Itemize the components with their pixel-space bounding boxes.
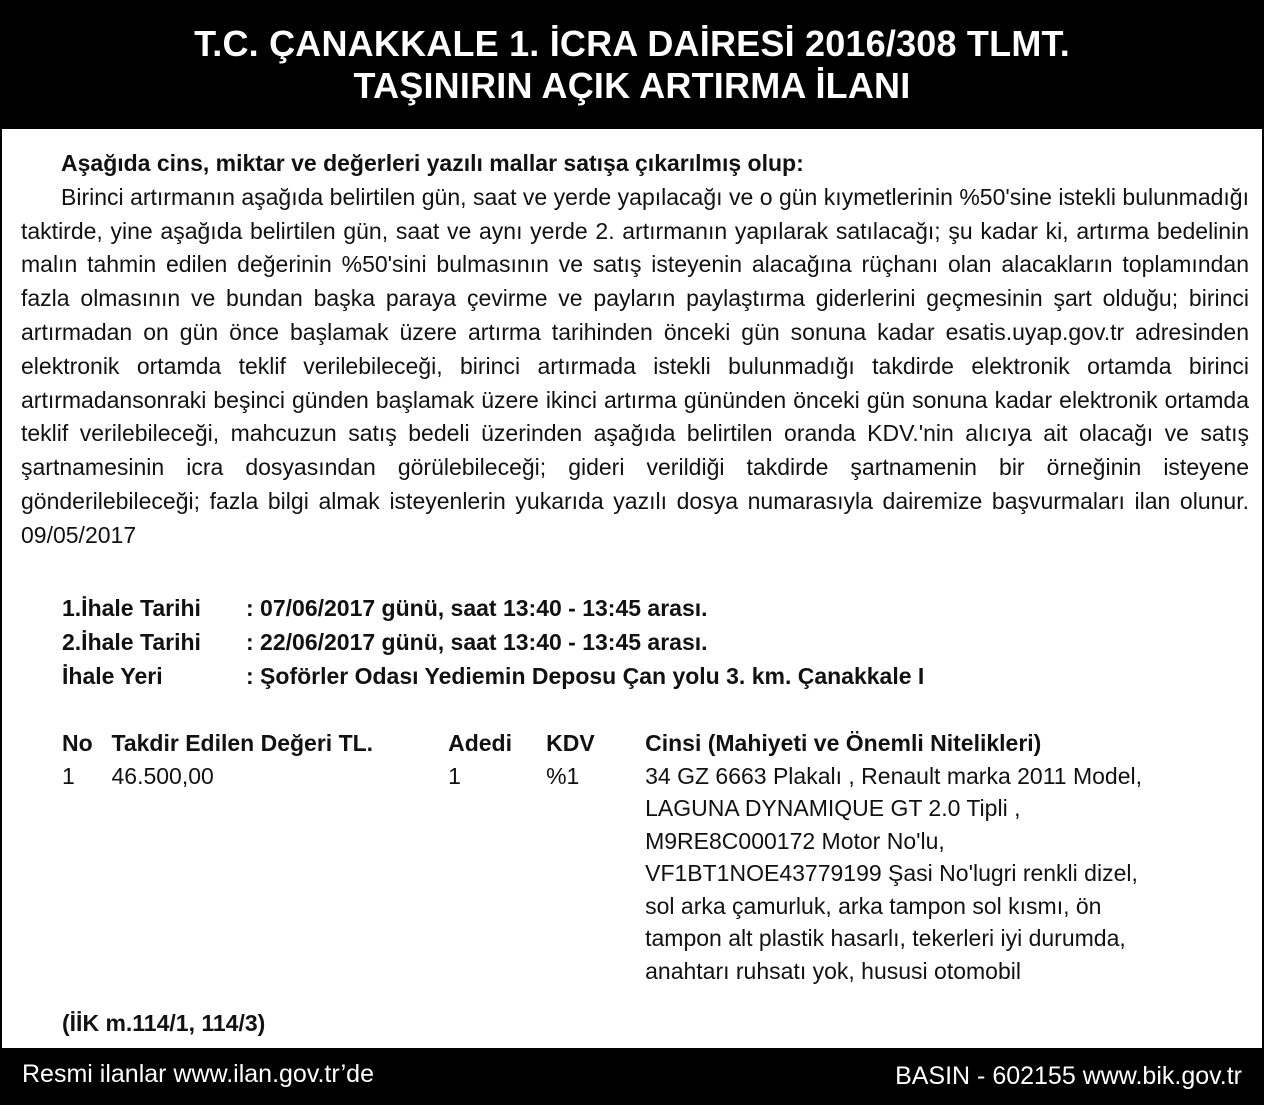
- desc-line: anahtarı ruhsatı yok, hususi otomobil: [645, 957, 1021, 984]
- cell-desc: [645, 760, 1249, 988]
- header-desc: Cinsi (Mahiyeti ve Önemli Nitelikleri): [645, 729, 1042, 756]
- auction-date-row: [62, 591, 1249, 625]
- cell-value: 46.500,00: [111, 762, 214, 789]
- header-title-line2: TAŞINIRIN AÇIK ARTIRMA İLANI: [353, 65, 911, 106]
- header-banner: [2, 2, 1262, 129]
- legal-reference: (İİK m.114/1, 114/3): [62, 1010, 266, 1036]
- cell-no: 1: [62, 762, 75, 789]
- date-label: 2.İhale Tarihi: [62, 628, 201, 655]
- cell-qty: 1: [448, 762, 461, 789]
- auction-place-row: [62, 659, 1249, 693]
- date-value: : 07/06/2017 günü, saat 13:40 - 13:45 arası.: [246, 594, 708, 621]
- place-label: İhale Yeri: [62, 662, 163, 689]
- desc-line: tampon alt plastik hasarlı, tekerleri iyi durumda,: [645, 925, 1126, 952]
- desc-line: 34 GZ 6663 Plakalı , Renault marka 2011 Model,: [645, 762, 1143, 789]
- auction-date-row: [62, 625, 1249, 659]
- header-no: No: [62, 729, 93, 756]
- header-kdv: KDV: [546, 729, 595, 756]
- announcement-content: [21, 147, 1249, 987]
- footer-bar: [2, 1048, 1262, 1103]
- place-value: : Şoförler Odası Yediemin Deposu Çan yolu 3. km. Çanakkale I: [246, 662, 925, 689]
- date-value: : 22/06/2017 günü, saat 13:40 - 13:45 arası.: [246, 628, 708, 655]
- footer-right-text: BASIN - 602155 www.bik.gov.tr: [895, 1062, 1242, 1090]
- desc-line: LAGUNA DYNAMIQUE GT 2.0 Tipli ,: [645, 795, 1021, 822]
- intro-paragraph: Aşağıda cins, miktar ve değerleri yazılı mallar satışa çıkarılmış olup:: [61, 150, 804, 176]
- desc-line: VF1BT1NOE43779199 Şasi No'lugri renkli dizel,: [645, 860, 1138, 887]
- header-qty: Adedi: [448, 729, 512, 756]
- cell-kdv: %1: [546, 762, 580, 789]
- auction-dates: [21, 591, 1249, 693]
- header-value: Takdir Edilen Değeri TL.: [111, 729, 374, 756]
- body-paragraph: Birinci artırmanın aşağıda belirtilen gün, saat ve yerde yapılacağı ve o gün kıymetlerinin %50'sine istekli bulunmadığı taktirde, yine aşağıda belirtilen gün, saat ve aynı yerde 2. artırmanın yapılarak satılacağı; şu kadar ki, artırma bedelinin malın tahmin edilen değerinin %50'sini bulmasının ve satış isteyenin alacağına rüçhanı olan alacakların toplamından fazla olmasının ve bundan başka paraya çevirme ve payların paylaştırma giderlerini geçmesinin şart olduğu; birinci artırmadan on gün önce başlamak üzere artırma tarihinden önceki gün sonuna kadar esatis.uyap.gov.tr adresinden elektronik ortamda teklif verilebileceği, birinci artırmada istekli bulunmadığı takdirde elektronik ortamda birinci artırmadansonraki beşinci günden başlamak üzere ikinci artırma gününden önceki gün sonuna kadar elektronik ortamda teklif verilebileceği, mahcuzun satış bedeli üzerinden aşağıda belirtilen oranda KDV.'nin alıcıya ait olacağı ve satış şartnamesinin icra dosyasından görülebileceği; gideri verildiği takdirde şartnamenin bir örneğinin isteyene gönderilebileceği; fazla bilgi almak isteyenlerin yukarıda yazılı dosya numarasıyla dairemize başvurmaları ilan olunur. 09/05/2017: [21, 183, 1249, 548]
- date-label: 1.İhale Tarihi: [62, 594, 201, 621]
- table-header: [62, 726, 1249, 760]
- footer-left-text: Resmi ilanlar www.ilan.gov.tr’de: [22, 1060, 374, 1088]
- desc-line: sol arka çamurluk, arka tampon sol kısmı, ön: [645, 892, 1102, 919]
- table-row: [62, 760, 1249, 988]
- desc-line: M9RE8C000172 Motor No'lu,: [645, 827, 945, 854]
- header-title-line1: T.C. ÇANAKKALE 1. İCRA DAİRESİ 2016/308 TLMT.: [194, 23, 1070, 64]
- items-table: [21, 726, 1249, 988]
